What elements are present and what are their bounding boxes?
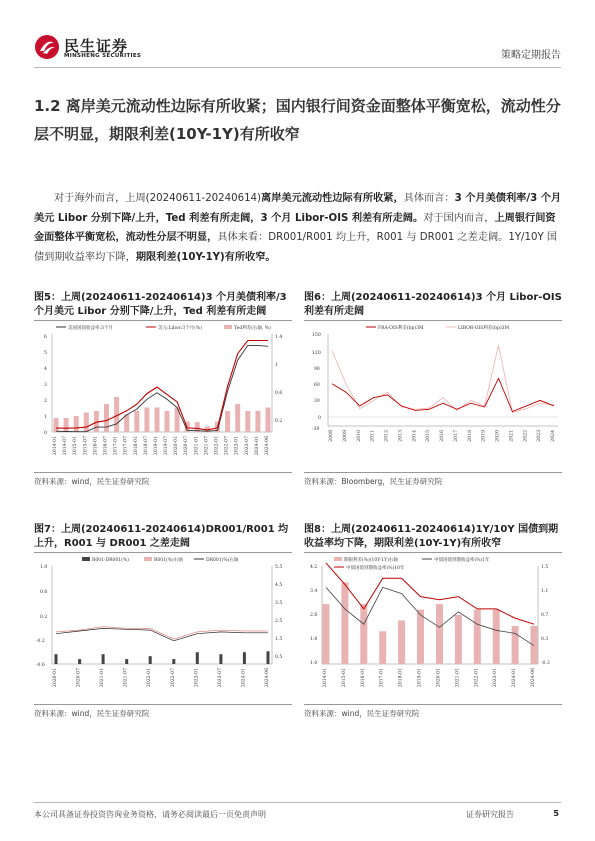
body-bold-2: 3 个月美债利率/3 个月美元 Libor 分别下降/上升，Ted 利差有所走阔，3 个月 Libor-OIS 利差有所走阔。 <box>34 193 562 224</box>
x-tick-label: 2009 <box>342 430 348 442</box>
page-number: 5 <box>553 809 559 818</box>
x-tick-label: 2020 <box>495 430 501 442</box>
svg-text:5.5: 5.5 <box>275 565 283 570</box>
svg-text:4.5: 4.5 <box>275 583 283 588</box>
x-tick-label: 2015 <box>426 430 432 442</box>
figure-7-x-labels <box>52 668 270 687</box>
x-tick-label: 2018-01 <box>398 668 404 688</box>
x-tick-label: 2023-07 <box>244 436 250 456</box>
svg-text:1.4: 1.4 <box>275 335 283 340</box>
x-tick-label: 2022 <box>523 430 529 442</box>
svg-text:1: 1 <box>44 415 47 420</box>
figure-8-bar-2 <box>360 604 367 664</box>
x-tick-label: 2021-01 <box>100 668 106 688</box>
figure-5-bar-10 <box>155 408 160 433</box>
figure-5-bar-8 <box>134 411 139 432</box>
x-tick-label: 2016 <box>440 430 445 442</box>
figure-7-series-r001 <box>56 627 268 640</box>
x-tick-label: 2022-01 <box>214 436 220 456</box>
figure-5-bar-3 <box>84 412 89 432</box>
x-tick-label: 2021-07 <box>123 668 129 688</box>
figure-7-bar-8 <box>243 652 246 664</box>
figure-8-chart <box>304 554 562 694</box>
svg-text:0: 0 <box>44 431 47 436</box>
figure-8-legend-2: 中债国债到期收益率(%)1年 <box>434 558 490 563</box>
figure-7-series-dr001 <box>56 628 268 640</box>
x-tick-label: 2021-01 <box>194 436 200 456</box>
svg-text:0.6: 0.6 <box>275 391 283 396</box>
body-text-2: 具体而言： <box>403 193 455 204</box>
page-header <box>34 34 561 66</box>
figure-8-bar-10 <box>512 626 519 664</box>
figure-8-bar-3 <box>379 631 386 664</box>
figure-7-source: 资料来源：wind，民生证券研究院 <box>34 709 150 718</box>
x-tick-label: 2023-01 <box>194 668 200 688</box>
figure-5-caption: 图5：上周(20240611-20240614)3 个月美债利率/3 个月美元 Libor 分别下降/上升，Ted 利差有所走阔 <box>34 292 287 317</box>
x-tick-label: 2013 <box>398 430 404 442</box>
figure-8-source: 资料来源：wind，民生证券研究院 <box>304 709 420 718</box>
x-tick-label: 2014 <box>412 430 418 442</box>
figure-8-x-labels <box>322 668 536 687</box>
figure-7-bar-7 <box>219 654 222 664</box>
report-type: 策略定期报告 <box>501 50 561 61</box>
figure-8-bar-11 <box>531 626 538 664</box>
x-tick-label: 2014-01 <box>323 668 328 688</box>
svg-text:1.8: 1.8 <box>310 637 318 642</box>
svg-text:6: 6 <box>44 335 47 340</box>
figure-8-legend-1: 期限利差(%)(10Y-1Y)右轴 <box>344 558 398 563</box>
figure-7-legend-1: R001-DR001(%) <box>92 558 129 563</box>
x-tick-label: 2024-01 <box>254 436 260 456</box>
figure-6-x-labels <box>328 430 556 442</box>
figure-7-legend-2: R001(%)右轴 <box>154 558 183 563</box>
figure-5-bar-9 <box>144 408 149 433</box>
x-tick-label: 2022-01 <box>474 668 480 688</box>
x-tick-label: 2015-01 <box>73 436 79 456</box>
figure-5-bar-21 <box>266 408 271 433</box>
x-tick-label: 2023-01 <box>493 668 499 688</box>
figure-5-bar-18 <box>235 404 240 432</box>
brand-name-cn: 民生证券 <box>64 37 129 55</box>
x-tick-label: 2022-07 <box>170 668 176 688</box>
svg-text:1: 1 <box>275 363 278 368</box>
figure-5-legend-1: 美国国债收益率:3个月 <box>68 326 113 331</box>
x-tick-label: 2024-06 <box>265 668 270 688</box>
figure-7-bottom-rule <box>34 704 292 705</box>
figure-5-bar-11 <box>165 411 170 432</box>
svg-text:90: 90 <box>314 367 320 372</box>
x-tick-label: 2019 <box>481 430 487 442</box>
figure-5-caption-rule <box>34 320 292 321</box>
svg-text:30: 30 <box>314 399 320 404</box>
figure-7-svg <box>34 554 292 694</box>
figure-5-bar-0 <box>54 418 59 432</box>
svg-text:3.4: 3.4 <box>310 589 318 594</box>
figure-7-caption-rule <box>34 552 292 553</box>
figure-6-series-fra-ois <box>332 378 554 411</box>
x-tick-label: 2022-01 <box>147 668 153 688</box>
svg-text:3.5: 3.5 <box>275 601 283 606</box>
svg-text:-0.6: -0.6 <box>36 663 45 668</box>
figure-8-bottom-rule <box>304 704 562 705</box>
body-bold-1: 离岸美元流动性边际有所收紧， <box>261 193 404 204</box>
figure-7-bar-1 <box>78 659 81 664</box>
svg-text:5: 5 <box>44 351 47 356</box>
x-tick-label: 2021-07 <box>204 436 210 456</box>
figure-5-bar-2 <box>74 416 79 432</box>
x-tick-label: 2015-01 <box>341 668 347 688</box>
figure-7-caption: 图7：上周(20240611-20240614)DR001/R001 均上升，R001 与 DR001 之差走阔 <box>34 524 289 549</box>
figure-8-bar-1 <box>341 582 348 664</box>
figure-7-bar-6 <box>196 652 199 664</box>
figure-8-caption-rule <box>304 552 562 553</box>
svg-text:0.7: 0.7 <box>541 613 549 618</box>
figure-6-bottom-rule <box>304 472 562 473</box>
figure-7 <box>34 523 292 723</box>
svg-text:60: 60 <box>314 383 320 388</box>
x-tick-label: 2014-07 <box>63 436 69 456</box>
minsheng-logo-icon <box>34 34 60 60</box>
svg-text:1.0: 1.0 <box>310 661 318 666</box>
svg-text:4: 4 <box>44 367 47 372</box>
x-tick-label: 2018-01 <box>133 436 139 456</box>
figure-8-legend-3: 中债国债到期收益率(%)10年 <box>346 566 405 571</box>
svg-text:0.6: 0.6 <box>40 590 48 595</box>
x-tick-label: 2024-01 <box>241 668 247 688</box>
x-tick-label: 2014-01 <box>53 436 58 456</box>
x-tick-label: 2023 <box>537 430 543 442</box>
svg-text:-0.3: -0.3 <box>541 661 550 666</box>
body-text-1: 对于海外而言，上周(20240611-20240614) <box>54 193 262 204</box>
figure-8-bar-5 <box>417 610 424 664</box>
svg-text:1.1: 1.1 <box>541 589 549 594</box>
figure-6-legend-1: FRA-OIS利差(bp)3M <box>378 326 424 331</box>
svg-text:0.2: 0.2 <box>40 615 48 620</box>
svg-text:150: 150 <box>312 333 321 338</box>
figure-5-bar-20 <box>255 411 260 432</box>
brand-name-en: MINSHENG SECURITIES <box>64 53 142 59</box>
figure-5-bottom-rule <box>34 472 292 473</box>
figure-5-bar-17 <box>225 411 230 432</box>
x-tick-label: 2024-06 <box>265 436 270 456</box>
x-tick-label: 2024-06 <box>531 668 536 688</box>
svg-text:1.5: 1.5 <box>541 565 549 570</box>
x-tick-label: 2016-07 <box>103 436 109 456</box>
figure-6-source: 资料来源：Bloomberg，民生证券研究院 <box>304 477 443 486</box>
x-tick-label: 2008 <box>329 430 334 442</box>
header-divider <box>34 67 561 68</box>
x-tick-label: 2020-01 <box>53 668 58 688</box>
figure-7-bar-4 <box>149 656 152 664</box>
figure-5-legend-2: 美元:Libor:3个月(%) <box>158 326 202 331</box>
figure-8 <box>304 523 562 723</box>
x-tick-label: 2019-07 <box>164 436 169 456</box>
figure-5 <box>34 291 292 491</box>
body-bold-4: 期限利差(10Y-1Y)有所收窄。 <box>135 251 276 263</box>
figure-8-legend <box>334 556 490 571</box>
footer-divider <box>34 802 561 803</box>
body-text-4: 具体来看：DR001/R001 均上升，R001 与 DR001 之差走阔。1Y/10Y 国债到期收益率均下降， <box>34 232 558 263</box>
svg-text:4.2: 4.2 <box>310 565 318 570</box>
x-tick-label: 2018 <box>467 430 473 442</box>
figure-5-legend <box>56 324 271 331</box>
figure-7-bar-9 <box>267 651 270 664</box>
svg-text:2.6: 2.6 <box>310 613 318 618</box>
figure-5-chart <box>34 322 292 462</box>
x-tick-label: 2024 <box>551 430 556 442</box>
figure-7-bar-0 <box>55 654 58 664</box>
figure-5-bar-19 <box>245 411 250 432</box>
x-tick-label: 2020-07 <box>184 436 190 456</box>
x-tick-label: 2011 <box>370 430 376 442</box>
x-tick-label: 2021-01 <box>455 668 461 688</box>
figure-5-source: 资料来源：wind，民生证券研究院 <box>34 477 150 486</box>
svg-text:3: 3 <box>44 383 47 388</box>
x-tick-label: 2015-07 <box>83 436 89 456</box>
figure-5-bar-1 <box>64 418 69 432</box>
figure-5-bar-7 <box>124 415 129 433</box>
svg-text:0.3: 0.3 <box>541 637 549 642</box>
figure-6-caption: 图6：上周(20240611-20240614)3 个月 Libor-OIS 利差有所走阔 <box>304 292 562 317</box>
x-tick-label: 2019-01 <box>417 668 423 688</box>
x-tick-label: 2017-07 <box>123 436 129 456</box>
figure-7-legend-3: DR001(%)右轴 <box>206 558 239 563</box>
x-tick-label: 2010 <box>356 430 362 442</box>
figure-5-legend-3: Ted利差(右轴, %) <box>234 326 271 331</box>
x-tick-label: 2020-01 <box>436 668 442 688</box>
figure-8-bar-6 <box>436 604 443 664</box>
x-tick-label: 2019-01 <box>154 436 159 456</box>
svg-text:0.2: 0.2 <box>275 419 283 424</box>
figure-8-bar-8 <box>474 610 481 664</box>
section-title: 1.2 离岸美元流动性边际有所收紧；国内银行间资金面整体平衡宽松，流动性分层不明显，期限利差(10Y-1Y)有所收窄 <box>34 97 561 143</box>
figure-6-chart <box>304 322 562 462</box>
footer-disclaimer: 本公司具备证券投资咨询业务资格，请务必阅读最后一页免责声明 <box>34 810 266 819</box>
figure-6-legend <box>366 324 509 331</box>
svg-text:2: 2 <box>44 399 47 404</box>
figure-6-legend-2: LIBOR-OIS利差(bp)3M <box>458 326 510 331</box>
x-tick-label: 2024-01 <box>512 668 518 688</box>
x-tick-label: 2017-01 <box>379 668 385 688</box>
x-tick-label: 2023-01 <box>234 436 240 456</box>
figure-8-bar-0 <box>323 604 330 664</box>
svg-text:1.5: 1.5 <box>275 637 283 642</box>
body-paragraph <box>34 189 562 267</box>
figure-8-bar-9 <box>493 610 500 664</box>
figure-7-bar-3 <box>125 659 128 664</box>
figure-8-bar-4 <box>398 620 405 664</box>
figure-7-spread-bars <box>55 651 270 664</box>
x-tick-label: 2016-01 <box>93 436 99 456</box>
x-tick-label: 2020-07 <box>76 668 82 688</box>
figure-7-chart <box>34 554 292 694</box>
svg-text:120: 120 <box>312 351 321 356</box>
svg-text:2.5: 2.5 <box>275 619 283 624</box>
svg-text:0: 0 <box>318 416 321 421</box>
svg-text:0.5: 0.5 <box>275 655 283 660</box>
body-text-3: 对于国内而言， <box>423 212 495 224</box>
svg-text:-30: -30 <box>312 427 320 432</box>
x-tick-label: 2023-07 <box>217 668 223 688</box>
figure-5-svg <box>34 322 292 462</box>
figure-7-bar-5 <box>172 659 175 664</box>
figure-6-svg <box>304 322 562 462</box>
x-tick-label: 2022-07 <box>224 436 230 456</box>
figure-8-svg <box>304 554 562 694</box>
x-tick-label: 2017-01 <box>113 436 119 456</box>
x-tick-label: 2018-07 <box>143 436 149 456</box>
figure-8-caption: 图8：上周(20240611-20240614)1Y/10Y 国债到期收益率均下降，期限利差(10Y-1Y)有所收窄 <box>304 524 559 549</box>
x-tick-label: 2020-01 <box>174 436 180 456</box>
footer-report-label: 证券研究报告 <box>466 810 514 819</box>
figure-6 <box>304 291 562 491</box>
svg-text:1.0: 1.0 <box>40 565 48 570</box>
figure-8-series-1y <box>326 587 534 645</box>
figure-7-legend <box>82 556 239 563</box>
figure-8-term-spread-bars <box>323 582 538 664</box>
x-tick-label: 2012 <box>384 430 390 442</box>
body-bold-3: 上周银行间资金面整体平衡宽松，流动性分层不明显， <box>34 212 556 244</box>
x-tick-label: 2016-01 <box>360 668 366 688</box>
x-tick-label: 2017 <box>453 430 459 442</box>
figure-5-bar-5 <box>104 404 109 432</box>
figure-8-series-10y <box>326 563 534 624</box>
x-tick-label: 2021 <box>509 430 515 442</box>
figure-7-bar-2 <box>102 654 105 664</box>
figure-6-caption-rule <box>304 320 562 321</box>
figure-6-ticks <box>312 332 321 432</box>
figure-5-x-labels <box>52 436 270 455</box>
svg-text:-0.2: -0.2 <box>36 639 45 644</box>
figure-8-bar-7 <box>455 615 462 664</box>
